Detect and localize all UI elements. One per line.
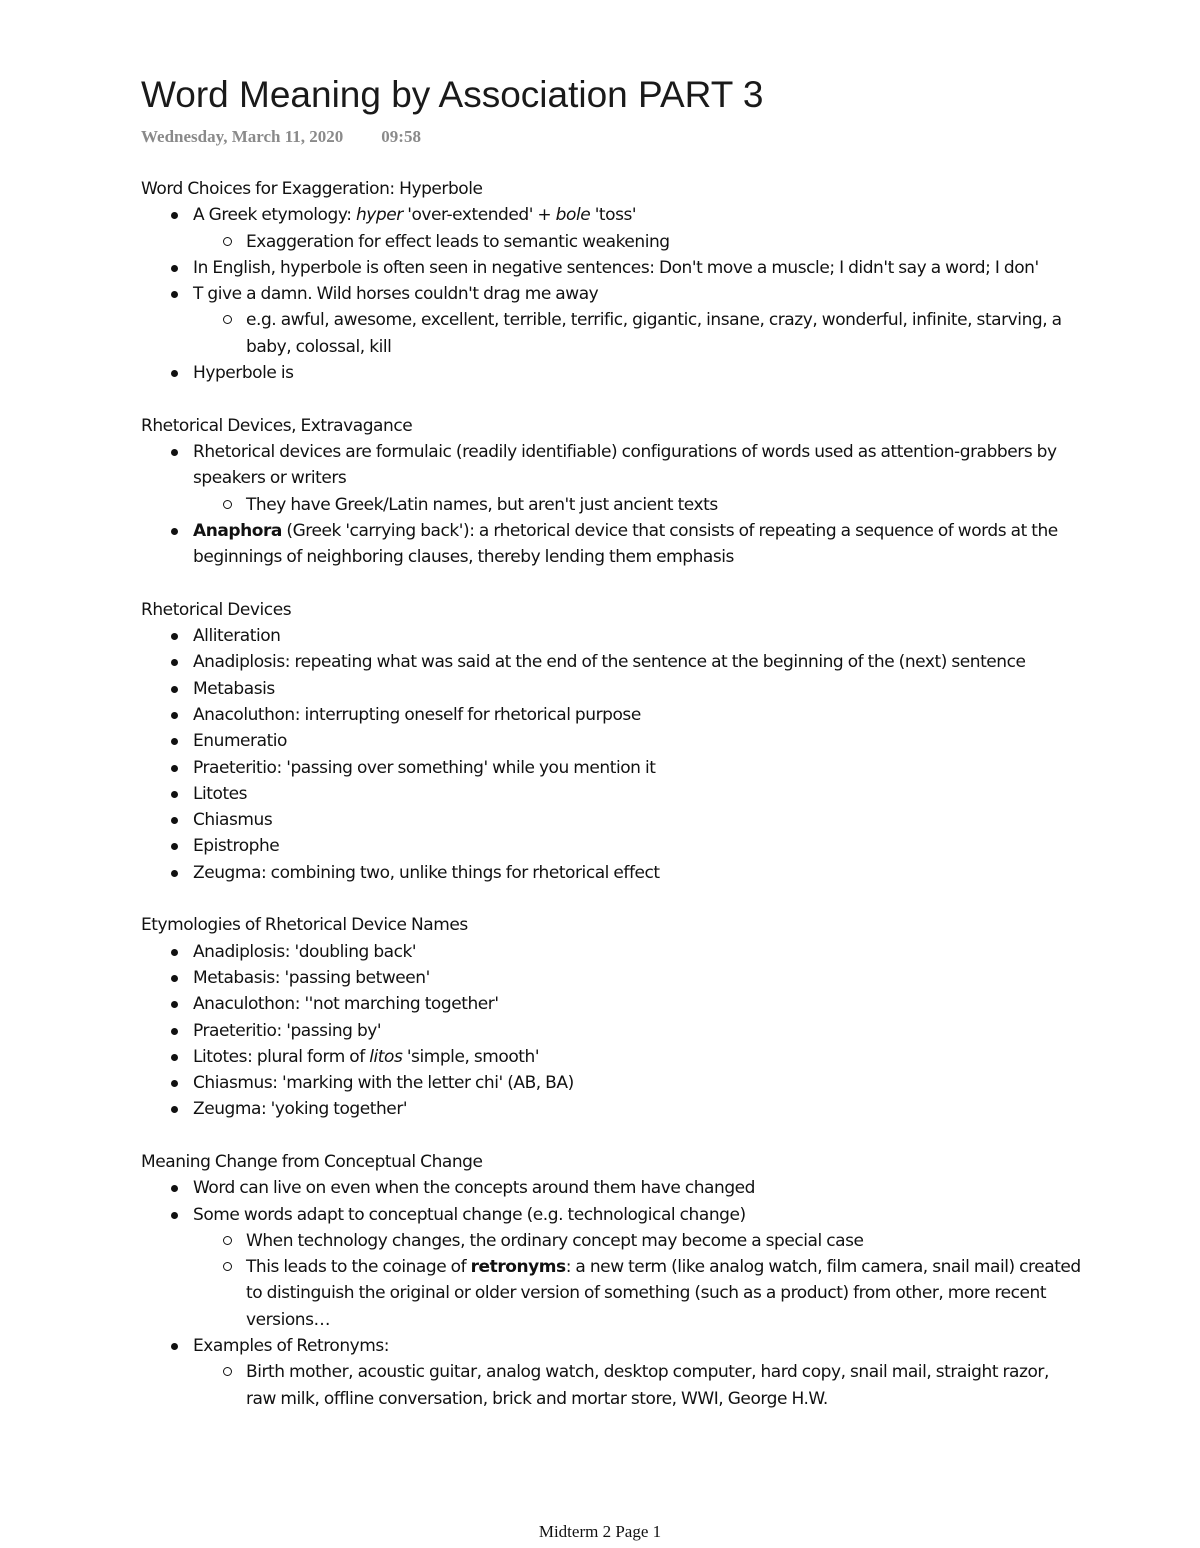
italic-term: hyper — [355, 205, 403, 226]
page-footer: Midterm 2 Page 1 — [538, 1522, 662, 1541]
sub-list-item: Exaggeration for effect leads to semantic weakening — [193, 229, 1081, 255]
bold-term: Anaphora — [193, 520, 282, 541]
list-item: Anacoluthon: interrupting oneself for rhetorical purpose — [141, 702, 1081, 728]
list-item — [141, 1333, 1081, 1412]
section-heading: Rhetorical Devices — [141, 599, 292, 620]
bullet-list — [141, 939, 1081, 1123]
text-run: Rhetorical devices are formulaic (readily identifiable) configurations of words used as attention-grabbers by speakers or writers — [193, 441, 1057, 489]
list-item: Chiasmus: 'marking with the letter chi' (AB, BA) — [141, 1070, 1081, 1096]
bullet-list — [141, 202, 1081, 386]
bullet-list — [141, 1175, 1081, 1412]
sub-list-item: They have Greek/Latin names, but aren't just ancient texts — [193, 492, 1081, 518]
text-run: (Greek 'carrying back'): a rhetorical device that consists of repeating a sequence of words at the beginnings of neighboring clauses, thereby lending them emphasis — [193, 520, 1058, 568]
list-item: Chiasmus — [141, 807, 1081, 833]
list-item — [141, 518, 1081, 571]
bullet-list — [141, 439, 1081, 570]
text-run: Some words adapt to conceptual change (e.g. technological change) — [193, 1204, 746, 1225]
list-item: Anadiplosis: 'doubling back' — [141, 939, 1081, 965]
text-run: : a new term (like analog watch, film camera, snail mail) created to distinguish the original or older version of something (such as a product) from other, more recent versions… — [246, 1257, 1081, 1330]
list-item: Anaculothon: ''not marching together' — [141, 991, 1081, 1017]
list-item: Litotes — [141, 781, 1081, 807]
text-run: This leads to the coinage of — [246, 1257, 471, 1278]
list-item: Hyperbole is — [141, 360, 1081, 386]
list-item: Alliteration — [141, 623, 1081, 649]
list-item — [141, 439, 1081, 518]
note-body — [141, 176, 1081, 1438]
sub-list-item — [193, 1254, 1081, 1333]
list-item: In English, hyperbole is often seen in negative sentences: Don't move a muscle; I didn't say a word; I don' — [141, 255, 1081, 281]
bullet-list — [141, 623, 1081, 886]
section-hyperbole — [141, 176, 1081, 386]
note-date: Wednesday, March 11, 2020 — [141, 127, 344, 146]
list-item: Epistrophe — [141, 833, 1081, 859]
list-item: Enumeratio — [141, 728, 1081, 754]
text-run: Litotes: plural form of — [193, 1046, 370, 1067]
sub-list-item: Birth mother, acoustic guitar, analog watch, desktop computer, hard copy, snail mail, straight razor, raw milk, offline conversation, brick and mortar store, WWI, George H.W. — [193, 1359, 1081, 1412]
list-item — [141, 1044, 1081, 1070]
list-item: Praeteritio: 'passing over something' while you mention it — [141, 755, 1081, 781]
list-item: Metabasis: 'passing between' — [141, 965, 1081, 991]
italic-term: litos — [369, 1046, 403, 1067]
section-heading: Word Choices for Exaggeration: Hyperbole — [141, 179, 483, 199]
sub-list-item: When technology changes, the ordinary concept may become a special case — [193, 1228, 1081, 1254]
section-heading: Rhetorical Devices, Extravagance — [141, 415, 413, 436]
text-run: 'simple, smooth' — [402, 1046, 540, 1067]
section-rhetorical-devices-extravagance — [141, 413, 1081, 571]
list-item: Metabasis — [141, 676, 1081, 702]
note-time: 09:58 — [381, 127, 421, 146]
italic-term: bole — [555, 205, 591, 226]
sub-bullet-list — [193, 1228, 1081, 1333]
section-heading: Etymologies of Rhetorical Device Names — [141, 915, 468, 936]
section-rhetorical-devices — [141, 597, 1081, 886]
list-item: Praeteritio: 'passing by' — [141, 1018, 1081, 1044]
list-item — [141, 281, 1081, 360]
sub-bullet-list — [193, 492, 1081, 518]
bold-term: retronyms — [470, 1257, 566, 1278]
section-heading: Meaning Change from Conceptual Change — [141, 1151, 483, 1172]
text-run: 'toss' — [590, 205, 637, 226]
text-run: Examples of Retronyms: — [193, 1336, 390, 1357]
list-item — [141, 202, 1081, 255]
list-item: Anadiplosis: repeating what was said at the end of the sentence at the beginning of the (next) sentence — [141, 649, 1081, 675]
sub-list-item: e.g. awful, awesome, excellent, terrible, terrific, gigantic, insane, crazy, wonderful, infinite, starving, a baby, colossal, kill — [193, 307, 1081, 360]
list-item: Word can live on even when the concepts around them have changed — [141, 1175, 1081, 1201]
section-conceptual-change — [141, 1149, 1081, 1412]
section-etymologies — [141, 912, 1081, 1122]
list-item: Zeugma: combining two, unlike things for rhetorical effect — [141, 860, 1081, 886]
sub-bullet-list — [193, 229, 1081, 255]
text-run: A Greek etymology: — [193, 205, 356, 226]
list-item: Zeugma: 'yoking together' — [141, 1096, 1081, 1122]
sub-bullet-list — [193, 1359, 1081, 1412]
text-run: T give a damn. Wild horses couldn't drag me away — [193, 284, 599, 305]
page-title: Word Meaning by Association PART 3 — [141, 74, 764, 115]
list-item — [141, 1202, 1081, 1333]
sub-bullet-list — [193, 307, 1081, 360]
note-timestamp — [141, 124, 421, 150]
text-run: 'over-extended' + — [402, 205, 556, 226]
